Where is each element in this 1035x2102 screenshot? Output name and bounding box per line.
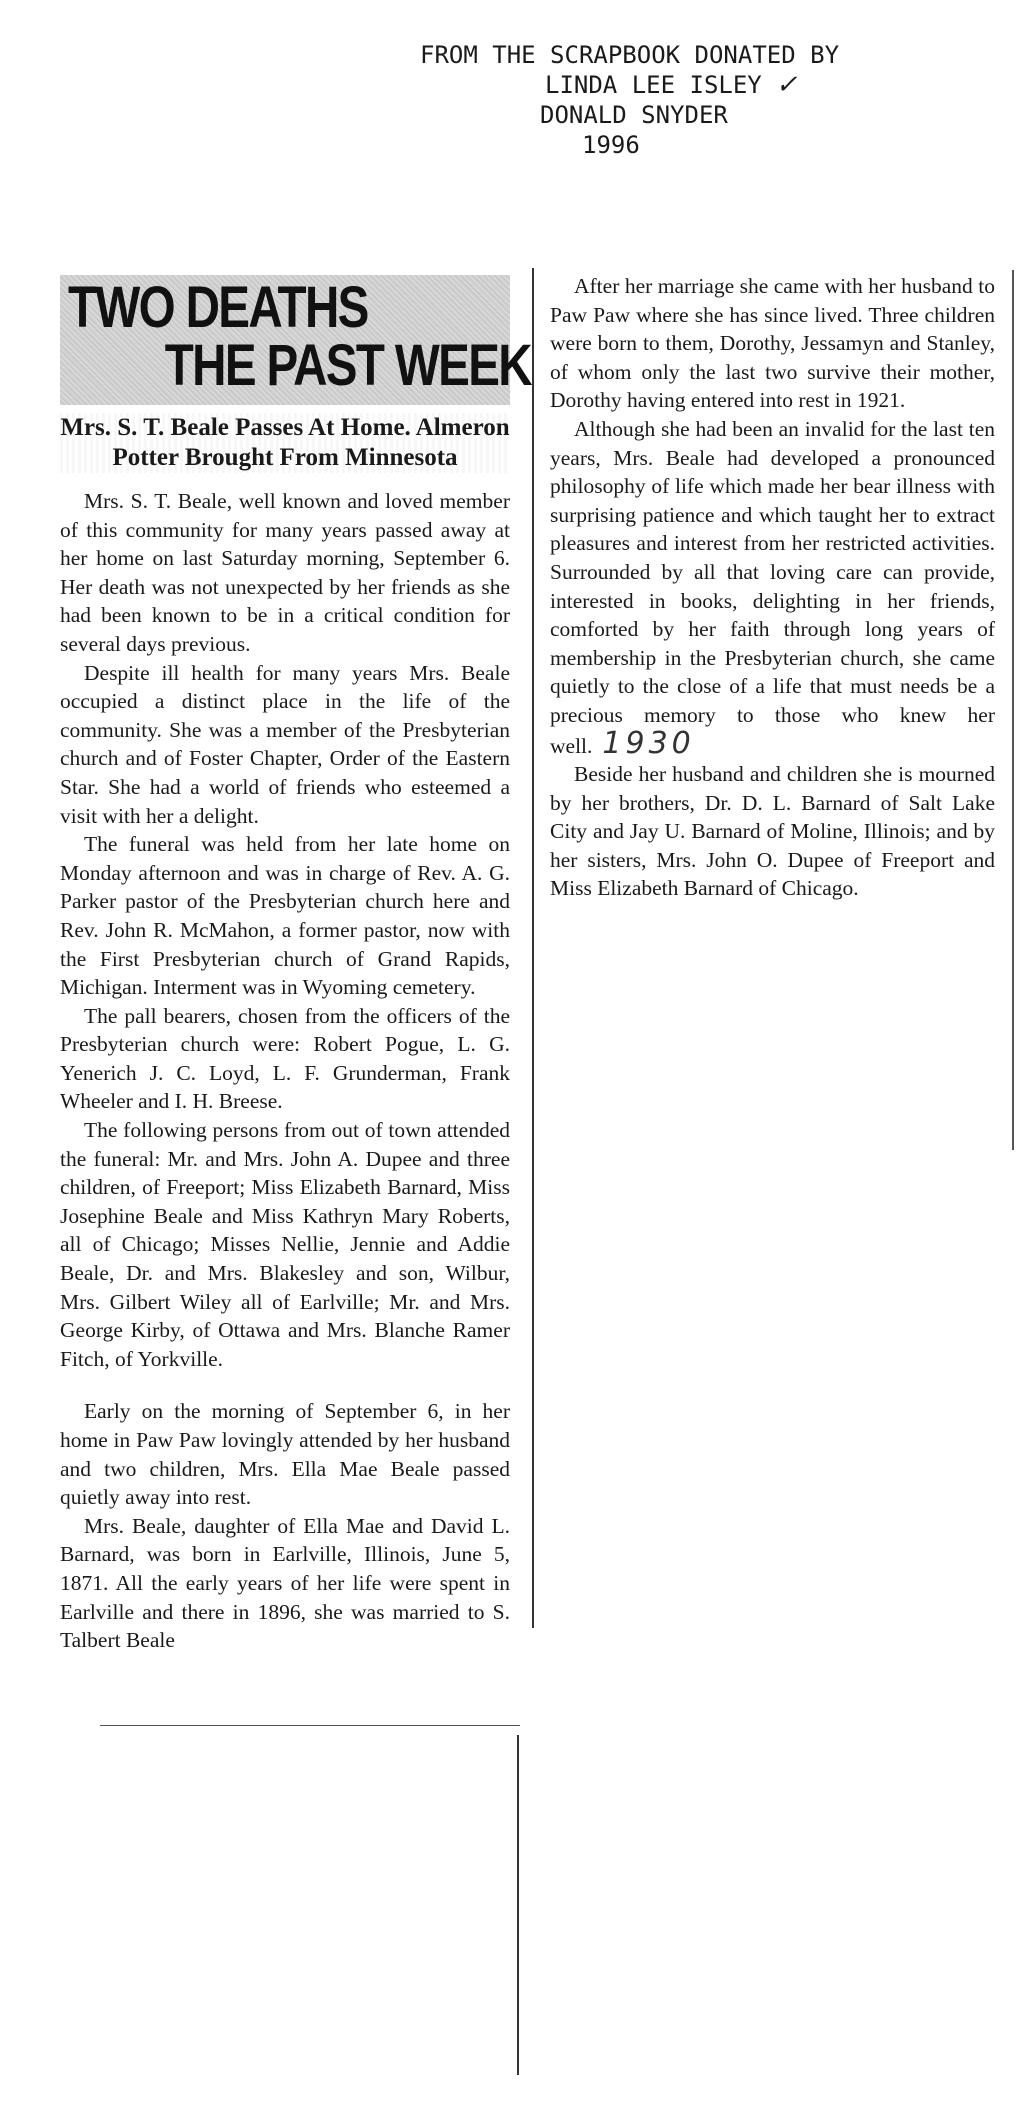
paragraph: After her marriage she came with her husband to Paw Paw where she has since lived. Three children were born to them, Dorothy, Jessamyn and Stanley, of whom only the last two survive their mother, Dorothy having entered into rest in 1921. [550,274,995,413]
column-divider [532,268,534,1628]
paragraph: Mrs. S. T. Beale, well known and loved member of this community for many years passed away at her home on last Saturday morning, September 6. Her death was not unexpected by her friends as she had been known to be in a critical condition for several days previous. [60,489,510,656]
handwritten-check-icon: ✓ [775,70,798,100]
article-right-column [550,272,995,903]
section-divider [100,1725,520,1726]
paragraph: Despite ill health for many years Mrs. Beale occupied a distinct place in the life of the community. She was a member of the Presbyterian church and of Foster Chapter, Order of the Eastern Star. She had a world of friends who esteemed a visit with her a delight. [60,660,510,828]
headline-block [60,275,531,405]
paragraph-text: Although she had been an invalid for the last ten years, Mrs. Beale had developed a pronounced philosophy of life which made her bear illness with surprising patience and which taught her to extract pleasures and interest from her restricted activities. Surrounded by all that loving care can provide, interested in books, delighting in her friends, comforted by her faith through long years of membership in the Presbyterian church, she came quietly to the close of a life that must needs be a precious memory to those who knew her well. [550,416,995,758]
paragraph: Early on the morning of September 6, in her home in Paw Paw lovingly attended by her husband and two children, Mrs. Ella Mae Beale passed quietly away into rest. [60,1399,510,1510]
paragraph [550,415,995,760]
note-line-donor-name: LINDA LEE ISLEY [545,71,762,99]
note-line-donor-second: DONALD SNYDER [540,101,728,129]
article-subhead: Mrs. S. T. Beale Passes At Home. Almeron Potter Brought From Minnesota [60,414,510,471]
note-line-year: 1996 [582,131,640,159]
article-left-column [60,275,531,1655]
note-line-donated-by: FROM THE SCRAPBOOK DONATED BY [420,41,840,69]
clipping-edge [1012,270,1014,1150]
article-headline [68,275,531,398]
handwritten-year: 1930 [602,725,695,761]
column-divider-lower [517,1735,519,2075]
paragraph: The pall bearers, chosen from the officers of the Presbyterian church were: Robert Pogue, L. G. Yenerich J. C. Loyd, L. F. Grunderman, Frank Wheeler and I. H. Breese. [60,1003,510,1114]
paragraph: The funeral was held from her late home on Monday afternoon and was in charge of Rev. A. G. Parker pastor of the Presbyterian church here and Rev. John R. McMahon, a former pastor, now with the First Presbyterian church of Grand Rapids, Michigan. Interment was in Wyoming cemetery. [60,832,510,1000]
paragraph: Mrs. Beale, daughter of Ella Mae and David L. Barnard, was born in Earlville, Illinois, June 5, 1871. All the early years of her life were spent in Earlville and there in 1896, she was married to S. Talbert Beale [60,1513,510,1653]
headline-line-1: TWO DEATHS [68,275,368,340]
paragraph: Beside her husband and children she is mourned by her brothers, Dr. D. L. Barnard of Salt Lake City and Jay U. Barnard of Moline, Illinois; and by her sisters, Mrs. John O. Dupee of Freeport and Miss Elizabeth Barnard of Chicago. [550,762,995,901]
headline-line-2: THE PAST WEEK [164,333,531,398]
scrapbook-note [420,40,940,160]
paragraph: The following persons from out of town attended the funeral: Mr. and Mrs. John A. Dupee and three children, of Freeport; Miss Elizabeth Barnard, Miss Josephine Beale and Miss Kathryn Mary Roberts, all of Chicago; Misses Nellie, Jennie and Addie Beale, Dr. and Mrs. Blakesley and son, Wilbur, Mrs. Gilbert Wiley all of Earlville; Mr. and Mrs. George Kirby, of Ottawa and Mrs. Blanche Ramer Fitch, of Yorkville. [60,1118,510,1371]
